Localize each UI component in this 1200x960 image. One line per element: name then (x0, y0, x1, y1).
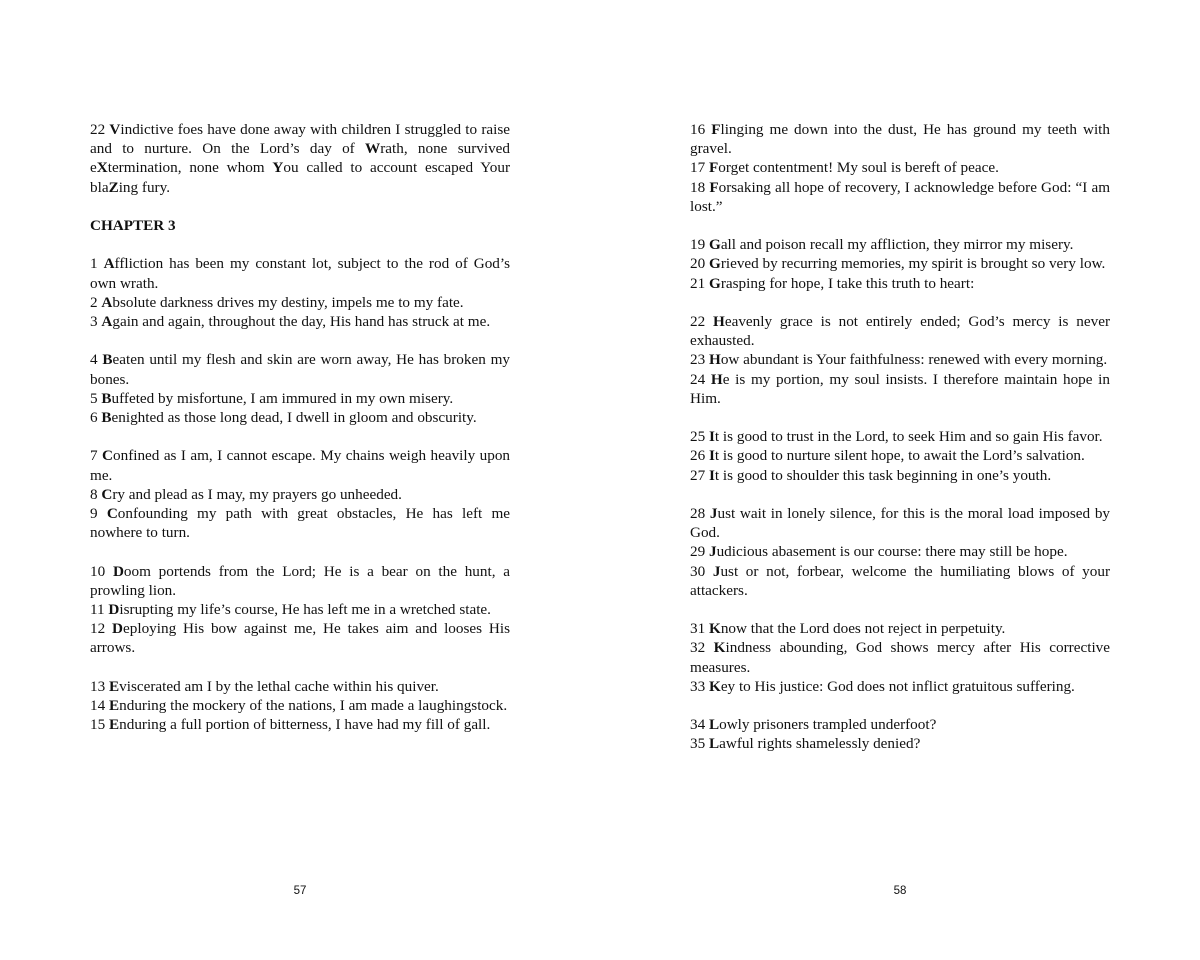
verse (90, 600, 510, 619)
stanza-gap (90, 427, 510, 446)
verse-number: 28 (690, 505, 706, 522)
verse-text: all and poison recall my affliction, they mirror my misery. (720, 236, 1074, 254)
verse-text: eavenly grace is not entirely ended; God’s mercy is never exhausted. (690, 313, 1111, 350)
acrostic-letter: W (365, 140, 381, 158)
verse (90, 715, 510, 734)
acrostic-letter: L (708, 716, 720, 734)
verse (690, 235, 1110, 254)
verse-text: owly prisoners trampled underfoot? (719, 716, 937, 734)
verse-text: ey to His justice: God does not inflict gratuitous suffering. (720, 677, 1075, 695)
acrostic-letter: E (108, 697, 120, 714)
verse-text: nduring the mockery of the nations, I am made a laughingstock. (119, 697, 508, 714)
verse (90, 293, 510, 312)
acrostic-letter: J (709, 505, 718, 522)
verse-number: 10 (90, 562, 106, 580)
acrostic-letter: G (708, 255, 721, 273)
verse-text: rasping for hope, I take this truth to heart: (720, 274, 975, 292)
acrostic-letter: C (101, 485, 113, 503)
verse-number: 7 (90, 447, 98, 465)
acrostic-letter: I (708, 447, 715, 465)
verse-number: 33 (690, 677, 706, 695)
stanza-gap (90, 197, 510, 216)
verse (690, 619, 1110, 638)
stanza-gap (690, 600, 1110, 619)
verse (90, 504, 510, 542)
left-page-text (90, 120, 510, 734)
stanza-gap (90, 331, 510, 350)
verse-number: 20 (690, 255, 706, 273)
verse-number: 24 (690, 370, 706, 388)
verse (690, 677, 1110, 696)
acrostic-letter: I (708, 428, 715, 446)
verse-number: 27 (690, 466, 706, 484)
verse (90, 254, 510, 292)
acrostic-letter: I (708, 466, 715, 484)
verse (690, 178, 1110, 216)
verse-number: 14 (90, 697, 106, 714)
verse-text: now that the Lord does not reject in perpetuity. (720, 620, 1006, 638)
acrostic-letter: A (101, 293, 113, 311)
acrostic-letter: B (101, 409, 112, 426)
verse-number: 5 (90, 389, 98, 407)
verse-number: 35 (690, 735, 706, 753)
verse-text: isrupting my life’s course, He has left me in a wretched state. (119, 601, 491, 618)
verse-text: t is good to shoulder this task beginning in one’s youth. (714, 466, 1052, 484)
verse (90, 350, 510, 388)
verse (90, 485, 510, 504)
verse-text: ust wait in lonely silence, for this is the moral load imposed by God. (690, 505, 1111, 542)
stanza-gap (690, 216, 1110, 235)
verse (90, 677, 510, 696)
verse-text: gain and again, throughout the day, His hand has struck at me. (112, 313, 491, 330)
acrostic-letter: F (709, 178, 719, 196)
verse-number: 15 (90, 716, 106, 734)
acrostic-letter: G (708, 274, 721, 292)
acrostic-letter: H (713, 313, 725, 330)
acrostic-letter: V (109, 121, 121, 138)
verse-text: orget contentment! My soul is bereft of peace. (718, 159, 999, 177)
verse-number: 31 (690, 620, 706, 638)
verse-text: rath, none survived e (90, 140, 511, 177)
acrostic-letter: J (708, 543, 717, 561)
verse (690, 542, 1110, 561)
verse (90, 312, 510, 331)
verse-number: 12 (90, 620, 106, 638)
verse-text: eploying His bow against me, He takes aim and looses His arrows. (90, 620, 510, 657)
verse (90, 120, 510, 197)
verse (690, 427, 1110, 446)
acrostic-letter: K (708, 677, 721, 695)
stanza-gap (90, 542, 510, 561)
verse-text: termination, none whom (107, 159, 273, 177)
acrostic-letter: B (101, 389, 112, 407)
verse-text: awful rights shamelessly denied? (719, 735, 921, 753)
acrostic-letter: G (708, 236, 721, 254)
verse-text: enighted as those long dead, I dwell in gloom and obscurity. (111, 409, 477, 426)
stanza-gap (690, 408, 1110, 427)
verse (690, 120, 1110, 158)
verse-number: 22 (690, 313, 706, 330)
acrostic-letter: Y (272, 159, 284, 177)
verse-text: onfined as I am, I cannot escape. My chains weigh heavily upon me. (90, 447, 511, 484)
verse (90, 562, 510, 600)
verse-text: nduring a full portion of bitterness, I have had my fill of gall. (119, 716, 491, 734)
verse-number: 23 (690, 351, 706, 369)
verse-text: orsaking all hope of recovery, I acknowledge before God: “I am lost.” (690, 178, 1111, 215)
verse-text: ry and plead as I may, my prayers go unheeded. (112, 485, 402, 503)
verse-number: 2 (90, 293, 98, 311)
page-number: 58 (893, 885, 907, 897)
verse-number: 13 (90, 677, 106, 695)
acrostic-letter: F (711, 121, 721, 138)
verse-text: ing fury. (118, 178, 171, 196)
acrostic-letter: A (101, 313, 113, 330)
verse-number: 29 (690, 543, 706, 561)
verse (690, 562, 1110, 600)
verse-text: t is good to nurture silent hope, to await the Lord’s salvation. (714, 447, 1085, 465)
verse-text: ffliction has been my constant lot, subject to the rod of God’s own wrath. (90, 255, 511, 292)
verse (690, 504, 1110, 542)
verse-text: linging me down into the dust, He has ground my teeth with gravel. (690, 121, 1110, 158)
verse-text: bsolute darkness drives my destiny, impels me to my fate. (112, 293, 464, 311)
verse-text: udicious abasement is our course: there may still be hope. (716, 543, 1068, 561)
verse (90, 389, 510, 408)
verse-text: indictive foes have done away with children I struggled to raise and to nurture. On the Lord’s day of (90, 121, 510, 158)
verse-number: 32 (690, 639, 706, 657)
verse-number: 9 (90, 505, 98, 522)
stanza-gap (690, 293, 1110, 312)
acrostic-letter: K (708, 620, 721, 638)
verse-text: ou called to account escaped Your bla (90, 159, 510, 196)
verse (690, 466, 1110, 485)
acrostic-letter: E (108, 677, 120, 695)
verse-number: 16 (690, 121, 706, 138)
verse-number: 22 (90, 121, 106, 138)
verse (90, 619, 510, 657)
page-number: 57 (293, 885, 307, 897)
verse (690, 350, 1110, 369)
stanza-gap (690, 696, 1110, 715)
verse-number: 8 (90, 485, 98, 503)
verse-number: 26 (690, 447, 706, 465)
verse-text: uffeted by misfortune, I am immured in my own misery. (111, 389, 454, 407)
acrostic-letter: L (708, 735, 720, 753)
verse (90, 408, 510, 427)
acrostic-letter: X (96, 159, 108, 177)
verse (690, 312, 1110, 350)
verse-number: 3 (90, 313, 98, 330)
right-page (600, 0, 1200, 960)
verse (690, 158, 1110, 177)
acrostic-letter: H (710, 370, 723, 388)
acrostic-letter: D (112, 562, 124, 580)
verse (690, 254, 1110, 273)
verse-number: 6 (90, 409, 98, 426)
acrostic-letter: C (102, 447, 113, 465)
verse (690, 715, 1110, 734)
verse-text: eaten until my flesh and skin are worn away, He has broken my bones. (90, 351, 511, 388)
acrostic-letter: F (708, 159, 719, 177)
acrostic-letter: B (102, 351, 113, 369)
verse-number: 34 (690, 716, 706, 734)
verse-text: rieved by recurring memories, my spirit is brought so very low. (720, 255, 1106, 273)
verse-number: 30 (690, 562, 706, 580)
verse-number: 11 (90, 601, 105, 618)
acrostic-letter: H (708, 351, 721, 369)
verse-number: 18 (690, 178, 706, 196)
verse-text: e is my portion, my soul insists. I therefore maintain hope in Him. (690, 370, 1110, 407)
verse-text: oom portends from the Lord; He is a bear on the hunt, a prowling lion. (90, 562, 510, 599)
verse-number: 17 (690, 159, 706, 177)
verse (90, 696, 510, 715)
acrostic-letter: Z (108, 178, 119, 196)
acrostic-letter: A (103, 255, 115, 273)
verse-text: viscerated am I by the lethal cache within his quiver. (119, 677, 439, 695)
verse-number: 19 (690, 236, 706, 254)
right-page-text (690, 120, 1110, 754)
stanza-gap (90, 235, 510, 254)
verse-number: 25 (690, 428, 706, 446)
verse (690, 446, 1110, 465)
verse (690, 274, 1110, 293)
verse-number: 4 (90, 351, 98, 369)
verse-text: onfounding my path with great obstacles, He has left me nowhere to turn. (90, 505, 510, 542)
verse-text: ust or not, forbear, welcome the humiliating blows of your attackers. (690, 562, 1111, 599)
verse-text: indness abounding, God shows mercy after His corrective measures. (690, 639, 1110, 676)
acrostic-letter: C (106, 505, 118, 522)
verse (690, 734, 1110, 753)
verse (690, 370, 1110, 408)
verse-number: 1 (90, 255, 98, 273)
verse-text: t is good to trust in the Lord, to seek Him and so gain His favor. (714, 428, 1103, 446)
stanza-gap (690, 485, 1110, 504)
acrostic-letter: J (712, 562, 721, 580)
verse-number: 21 (690, 274, 706, 292)
stanza-gap (90, 658, 510, 677)
chapter-heading: CHAPTER 3 (90, 217, 176, 234)
acrostic-letter: D (108, 601, 120, 618)
acrostic-letter: K (713, 639, 726, 657)
acrostic-letter: E (108, 716, 120, 734)
verse-text: ow abundant is Your faithfulness: renewed with every morning. (720, 351, 1108, 369)
verse (690, 638, 1110, 676)
acrostic-letter: D (112, 620, 124, 638)
verse (90, 446, 510, 484)
